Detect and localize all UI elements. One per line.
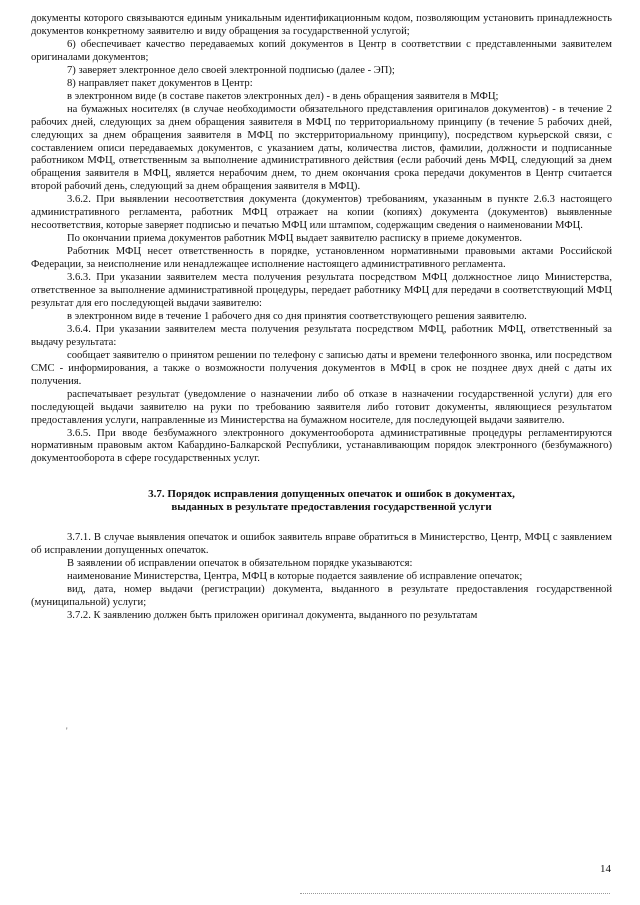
paragraph: на бумажных носителях (в случае необходимости обязательного представления оригиналов документов) - в течение 2 рабочих дней, следующих за днем обращения заявителя в МФЦ по территориальному принципу (в течение 5 рабочих дней, следующих за днем обращения заявителя в МФЦ по экстерриториальному принципу), посредством курьерской связи, с составлением описи передаваемых документов, с указанием даты, количества листов, фамилии, должности и подписанные работником МФЦ, ответственным за выполнение административного действия (если рабочий день МФЦ, следующий за днем обращения заявителя в МФЦ, является нерабочим днем, то днем окончания срока передачи документов в Центр считается второй рабочий день, следующий за днем обращения заявителя в МФЦ). [31,103,612,193]
paragraph: 6) обеспечивает качество передаваемых копий документов в Центр в соответствии с представленными заявителем оригиналами документов; [31,38,612,63]
paragraph: В заявлении об исправлении опечаток в обязательном порядке указываются: [67,558,413,570]
paragraph: 3.6.5. При вводе безбумажного электронного документооборота административные процедуры регламентируются нормативным правовым актом Кабардино-Балкарской Республики, устанавливающим порядок электронного (безбумажного) документооборота в сфере государственных услуг. [31,427,612,465]
stray-mark: ' [66,726,68,736]
paragraph: вид, дата, номер выдачи (регистрации) документа, выданного в результате предоставления государственной (муниципальной) услуги; [31,584,612,609]
paragraph: 3.6.3. При указании заявителем места получения результата посредством МФЦ должностное лицо Министерства, ответственное за выполнение административной процедуры, передает работнику МФЦ для передачи в соответствующий МФЦ результат для его последующей выдачи заявителю: [31,272,612,309]
section-3-6-body [31,13,612,466]
paragraph: 7) заверяет электронное дело своей электронной подписью (далее - ЭП); [67,64,395,76]
paragraph: 3.6.4. При указании заявителем места получения результата посредством МФЦ, работник МФЦ, ответственный за выдачу результата: [31,323,612,348]
heading-line-2: выданных в результате предоставления государственной услуги [171,501,492,514]
scan-edge-line [300,893,610,894]
paragraph: сообщает заявителю о принятом решении по телефону с записью даты и времени телефонного звонка, или посредством СМС - информирования, а также о возможности получения документов в МФЦ в срок не позднее двух дней с даты их получения. [31,349,612,387]
paragraph: документы которого связываются единым уникальным идентификационным кодом, позволяющим установить принадлежность документов конкретному заявителю и виду обращения за государственной услугой; [31,13,612,37]
paragraph: 8) направляет пакет документов в Центр: [67,77,253,89]
paragraph: 3.7.1. В случае выявления опечаток и ошибок заявитель вправе обратиться в Министерство, Центр, МФЦ с заявлением об исправлении допущенных опечаток. [31,532,612,557]
heading-line-1: 3.7. Порядок исправления допущенных опечаток и ошибок в документах, [148,488,515,501]
paragraph: 3.7.2. К заявлению должен быть приложен оригинал документа, выданного по результатам [67,610,478,622]
paragraph: 3.6.2. При выявлении несоответствия документа (документов) требованиям, указанным в пункте 2.6.3 настоящего административного регламента, работник МФЦ отражает на копии (копиях) документа (документов) выявленные несоответствия, которые заверяет подписью и печатью МФЦ или штампом, содержащим сведения о наименовании МФЦ. [31,194,612,232]
section-3-7-body [31,532,612,623]
paragraph: в электронном виде в течение 1 рабочего дня со дня принятия соответствующего решения заявителю. [67,310,527,322]
paragraph: распечатывает результат (уведомление о назначении либо об отказе в назначении государственной услуги) для его последующей выдачи заявителю на руки по требованию заявителя либо готовит документы, являющиеся результатом предоставления услуги, направленные из Министерства на бумажном носителе, для последующей выдачи заявителю. [31,388,612,426]
page-number: 14 [600,863,611,875]
paragraph: наименование Министерства, Центра, МФЦ в которые подается заявление об исправление опечаток; [67,571,523,583]
section-heading [31,488,612,514]
paragraph: в электронном виде (в составе пакетов электронных дел) - в день обращения заявителя в МФЦ; [67,90,499,102]
paragraph: По окончании приема документов работник МФЦ выдает заявителю расписку в приеме документов. [67,233,522,245]
paragraph: Работник МФЦ несет ответственность в порядке, установленном нормативными правовыми актами Российской Федерации, за неисполнение или ненадлежащее исполнение настоящего административного регламента. [31,246,612,271]
